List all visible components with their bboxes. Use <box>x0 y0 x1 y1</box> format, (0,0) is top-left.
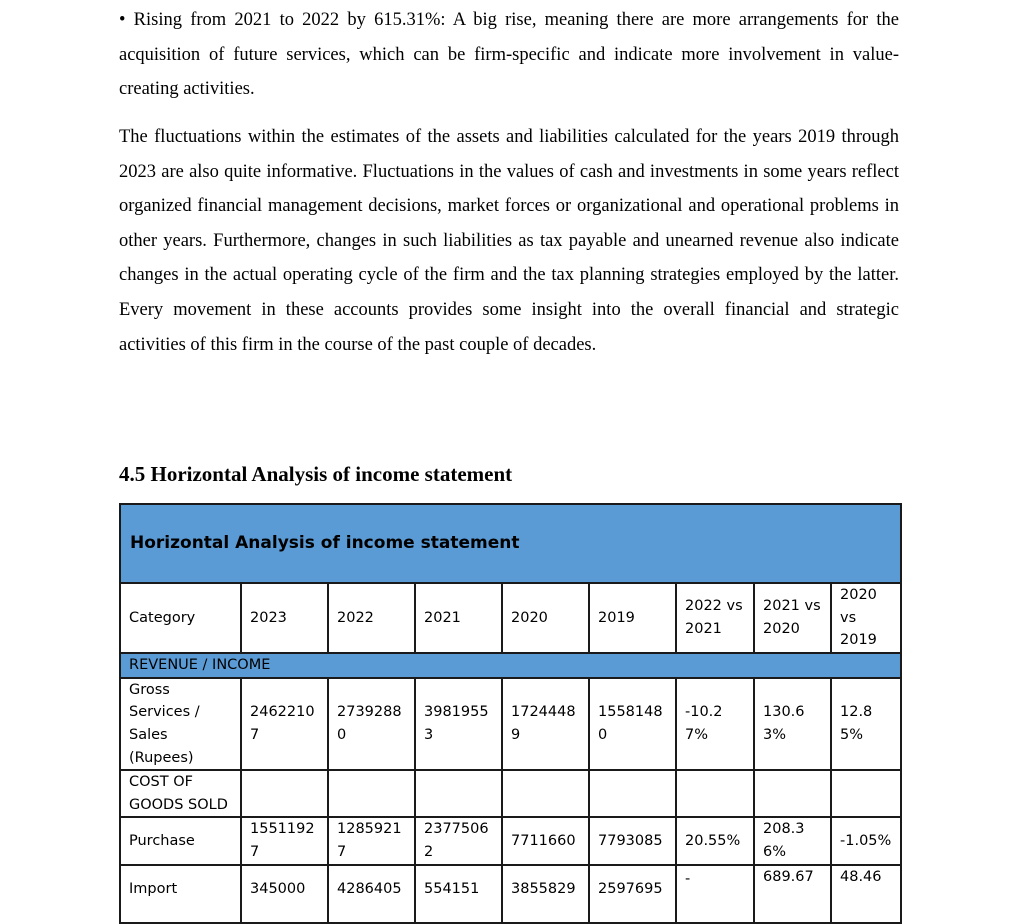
cell-2022 <box>328 770 415 817</box>
cell-2020-vs-2019 <box>831 770 901 817</box>
cell-2020: 17244489 <box>502 678 589 770</box>
column-header-2021-vs-2020 <box>754 583 831 653</box>
cell-2019: 2597695 <box>589 865 676 923</box>
cell-2022: 12859217 <box>328 817 415 864</box>
cell-2021-vs-2020 <box>754 770 831 817</box>
cell-2019: 15581480 <box>589 678 676 770</box>
cell-2023: 15511927 <box>241 817 328 864</box>
row-category: Gross Services / Sales (Rupees) <box>120 678 241 770</box>
table-header-row <box>120 583 901 653</box>
horizontal-analysis-table <box>119 503 902 924</box>
cell-2020-vs-2019: -1.05% <box>831 817 901 864</box>
cell-2021 <box>415 770 502 817</box>
cell-2021: 554151 <box>415 865 502 923</box>
header-line: 2022 vs <box>685 598 743 615</box>
bullet-paragraph: • Rising from 2021 to 2022 by 615.31%: A big rise, meaning there are more arrangements for the acquisition of future services, which can be firm-specific and indicate more involvement in value-creating activities. <box>119 10 899 100</box>
header-line: vs <box>840 609 857 626</box>
table-row <box>120 770 901 817</box>
row-category: Purchase <box>120 817 241 864</box>
table-row <box>120 865 901 923</box>
table-row <box>120 817 901 864</box>
cell-2021-vs-2020: 689.67 <box>754 865 831 923</box>
body-paragraph: The fluctuations within the estimates of the assets and liabilities calculated for the years 2019 through 2023 are also quite informative. Fluctuations in the values of cash and investments in some years reflect organized financial management decisions, market forces or organizational and operational problems in other years. Furthermore, changes in such liabilities as tax payable and unearned revenue also indicate changes in the actual operating cycle of the firm and the tax planning strategies employed by the latter. Every movement in these accounts provides some insight into the overall financial and strategic activities of this firm in the course of the past couple of decades. <box>119 127 899 355</box>
cell-2022-vs-2021 <box>676 770 754 817</box>
section-row-revenue <box>120 653 901 678</box>
cell-2019 <box>589 770 676 817</box>
column-header-2023: 2023 <box>241 583 328 653</box>
cell-2021-vs-2020: 208.36% <box>754 817 831 864</box>
cell-2020 <box>502 770 589 817</box>
cell-2020-vs-2019: 48.46 <box>831 865 901 923</box>
table-title-row <box>120 504 901 583</box>
cell-2020: 7711660 <box>502 817 589 864</box>
table-title: Horizontal Analysis of income statement <box>120 504 901 583</box>
row-category: Import <box>120 865 241 923</box>
column-header-category: Category <box>120 583 241 653</box>
cell-2022: 4286405 <box>328 865 415 923</box>
table-row <box>120 678 901 770</box>
header-line: 2019 <box>840 632 877 649</box>
cell-2022-vs-2021: - <box>676 865 754 923</box>
column-header-2019: 2019 <box>589 583 676 653</box>
cell-2022: 27392880 <box>328 678 415 770</box>
header-line: 2020 <box>763 620 800 637</box>
cell-2021: 23775062 <box>415 817 502 864</box>
cell-2022-vs-2021: -10.27% <box>676 678 754 770</box>
cell-2023: 345000 <box>241 865 328 923</box>
cell-2023 <box>241 770 328 817</box>
cell-2022-vs-2021: 20.55% <box>676 817 754 864</box>
row-category: COST OF GOODS SOLD <box>120 770 241 817</box>
cell-2020-vs-2019: 12.85% <box>831 678 901 770</box>
header-line: 2021 <box>685 620 722 637</box>
column-header-2021: 2021 <box>415 583 502 653</box>
column-header-2022: 2022 <box>328 583 415 653</box>
header-line: 2020 <box>840 587 877 603</box>
cell-2023: 24622107 <box>241 678 328 770</box>
header-line: 2021 vs <box>763 598 821 615</box>
column-header-2022-vs-2021 <box>676 583 754 653</box>
column-header-2020: 2020 <box>502 583 589 653</box>
cell-2020: 3855829 <box>502 865 589 923</box>
section-label-revenue: REVENUE / INCOME <box>120 653 901 678</box>
cell-2021-vs-2020: 130.63% <box>754 678 831 770</box>
section-heading: 4.5 Horizontal Analysis of income statement <box>119 462 513 486</box>
cell-2021: 39819553 <box>415 678 502 770</box>
cell-2019: 7793085 <box>589 817 676 864</box>
column-header-2020-vs-2019 <box>831 583 901 653</box>
